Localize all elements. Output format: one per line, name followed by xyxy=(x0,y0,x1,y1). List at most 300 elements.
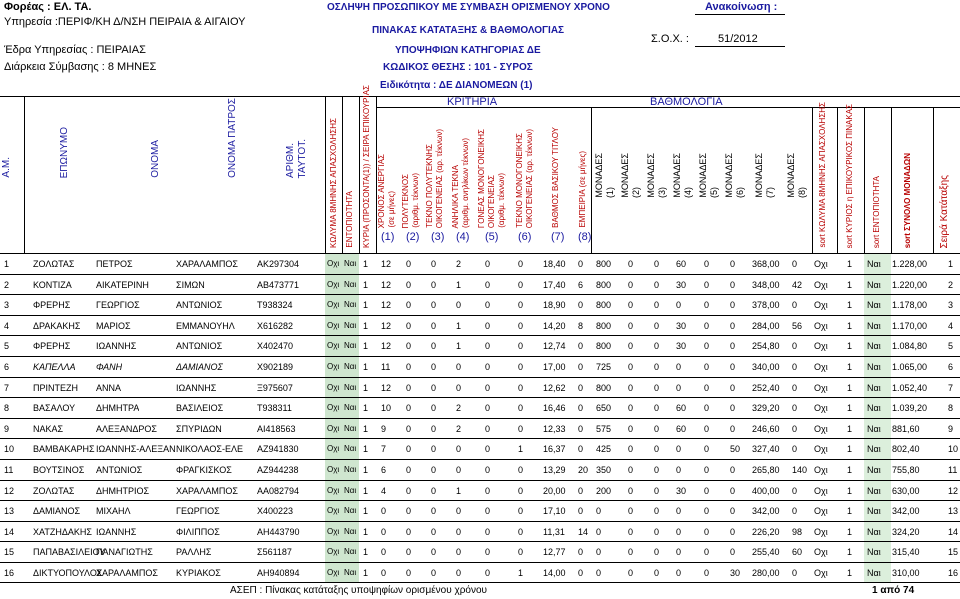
cell-am: 14 xyxy=(4,526,15,537)
cell-m7: 340,00 xyxy=(752,362,780,372)
cell-ep: ΦΡΕΡΗΣ xyxy=(33,341,71,352)
cell-c5: 0 xyxy=(485,403,491,414)
table-row xyxy=(0,459,960,480)
cell-c5: 0 xyxy=(485,341,491,352)
cell-c5: 0 xyxy=(485,279,491,290)
cell-kol: Οχι xyxy=(327,547,340,557)
cell-se: Ναι xyxy=(867,485,881,496)
cell-c4: 0 xyxy=(456,568,462,578)
title-line-1: ΟΣΛΗΨΗ ΠΡΟΣΩΠΙΚΟΥ ΜΕ ΣΥΜΒΑΣΗ ΟΡΙΣΜΕΝΟΥ ΧΡΟΝΟ xyxy=(327,2,610,13)
cell-ss: 755,80 xyxy=(892,465,920,475)
cell-id: ΑΑ082794 xyxy=(257,485,300,496)
cell-pat: ΓΕΩΡΓΙΟΣ xyxy=(176,506,220,517)
cell-se: Ναι xyxy=(867,300,881,311)
cell-m6: 0 xyxy=(730,279,736,290)
cell-c2: 0 xyxy=(406,403,412,414)
cell-c7: 13,29 xyxy=(543,465,566,475)
cell-m4: 0 xyxy=(676,382,682,393)
num-6: (6) xyxy=(518,231,532,243)
cell-c5: 0 xyxy=(485,259,491,269)
cell-ent: Ναι xyxy=(344,341,357,351)
cell-ky: 1 xyxy=(363,279,369,290)
cell-c6: 0 xyxy=(518,259,524,269)
col-m3b: (3) xyxy=(657,187,667,198)
cell-sr: 5 xyxy=(948,341,954,352)
cell-sky: 1 xyxy=(847,506,853,517)
cell-m7: 226,20 xyxy=(752,526,780,537)
cell-ss: 1.228,00 xyxy=(892,259,928,269)
cell-m8: 60 xyxy=(792,547,803,558)
cell-m1: 200 xyxy=(596,485,612,496)
cell-kol: Οχι xyxy=(327,444,340,454)
cell-am: 9 xyxy=(4,423,10,434)
cell-m4: 0 xyxy=(676,526,682,537)
cell-ky: 1 xyxy=(363,485,369,496)
col-m7a: ΜΟΝΑΔΕΣ xyxy=(754,153,764,198)
cell-sr: 1 xyxy=(948,259,954,269)
cell-sky: 1 xyxy=(847,300,853,311)
cell-m4: 30 xyxy=(676,320,687,331)
footer-right: 1 από 74 xyxy=(872,585,915,596)
cell-c2: 0 xyxy=(406,362,412,372)
cell-ep: ΝΑΚΑΣ xyxy=(33,423,64,434)
cell-c6: 0 xyxy=(518,526,524,537)
cell-m2: 0 xyxy=(628,341,634,352)
cell-ent: Ναι xyxy=(344,547,357,557)
cell-sr: 4 xyxy=(948,320,954,331)
cell-m4: 0 xyxy=(676,362,682,372)
cell-pat: ΣΙΜΩΝ xyxy=(176,279,205,290)
cell-m5: 0 xyxy=(704,547,710,558)
cell-m6: 0 xyxy=(730,259,736,269)
cell-m2: 0 xyxy=(628,279,634,290)
cell-c8: 0 xyxy=(578,547,584,558)
cell-m7: 368,00 xyxy=(752,259,780,269)
cell-sr: 12 xyxy=(948,485,959,496)
cell-m1: 650 xyxy=(596,403,612,414)
cell-m1: 575 xyxy=(596,423,612,434)
cell-c7: 14,00 xyxy=(543,568,566,578)
cell-pat: ΡΑΛΛΗΣ xyxy=(176,547,212,558)
cell-ss: 342,00 xyxy=(892,506,920,517)
cell-sky: 1 xyxy=(847,526,853,537)
cell-ss: 1.065,00 xyxy=(892,362,928,372)
col-crit6b: ΟΙΚΟΓΕΝΕΙΑΣ (αρ. τέκνων) xyxy=(525,128,534,228)
cell-c6: 0 xyxy=(518,506,524,517)
cell-on: ΑΝΝΑ xyxy=(96,382,122,393)
cell-m1: 725 xyxy=(596,362,612,372)
cell-sky: 1 xyxy=(847,465,853,475)
cell-c7: 14,20 xyxy=(543,320,566,331)
cell-m3: 0 xyxy=(654,300,660,311)
cell-on: ΔΗΜΗΤΡΙΟΣ xyxy=(96,485,150,496)
cell-am: 7 xyxy=(4,382,10,393)
cell-m7: 348,00 xyxy=(752,279,780,290)
cell-m6: 0 xyxy=(730,362,736,372)
cell-kol: Οχι xyxy=(327,465,340,474)
num-3: (3) xyxy=(431,231,445,243)
cell-kol: Οχι xyxy=(327,526,340,536)
cell-id: ΑΙ418563 xyxy=(257,423,296,434)
cell-kol: Οχι xyxy=(327,403,340,413)
cell-ss: 310,00 xyxy=(892,568,920,578)
col-crit5b: ΟΙΚΟΓΕΝΕΙΑΣ xyxy=(487,174,496,228)
cell-c5: 0 xyxy=(485,547,491,558)
cell-c8: 0 xyxy=(578,403,584,414)
cell-se: Ναι xyxy=(867,547,881,558)
cell-sky: 1 xyxy=(847,362,853,372)
cell-m5: 0 xyxy=(704,403,710,414)
cell-c3: 0 xyxy=(431,382,437,393)
cell-m6: 0 xyxy=(730,485,736,496)
cell-m2: 0 xyxy=(628,259,634,269)
cell-ky: 1 xyxy=(363,362,369,372)
cell-c7: 16,46 xyxy=(543,403,566,414)
cell-se: Ναι xyxy=(867,403,881,414)
cell-c7: 12,74 xyxy=(543,341,566,352)
col-m7b: (7) xyxy=(765,187,775,198)
cell-id: Χ402470 xyxy=(257,341,294,352)
cell-sr: 6 xyxy=(948,362,954,372)
cell-c5: 0 xyxy=(485,568,491,578)
cell-m8: 140 xyxy=(792,465,808,475)
col-crit5c: (αριθμ. τέκνων) xyxy=(497,173,506,228)
cell-c8: 0 xyxy=(578,362,584,372)
kritiria-heading: ΚΡΙΤΗΡΙΑ xyxy=(447,96,498,108)
col-crit2a: ΠΟΛΥΤΕΚΝΟΣ xyxy=(401,173,410,228)
cell-m2: 0 xyxy=(628,526,634,537)
cell-c6: 1 xyxy=(518,568,524,578)
cell-m4: 0 xyxy=(676,444,682,455)
cell-c6: 1 xyxy=(518,444,524,455)
cell-ss: 315,40 xyxy=(892,547,920,558)
cell-m3: 0 xyxy=(654,341,660,352)
cell-se: Ναι xyxy=(867,279,881,290)
cell-m3: 0 xyxy=(654,320,660,331)
cell-id: Χ616282 xyxy=(257,320,294,331)
title-line-5: Ειδικότητα : ΔΕ ΔΙΑΝΟΜΕΩΝ (1) xyxy=(380,80,533,91)
cell-m5: 0 xyxy=(704,485,710,496)
cell-sr: 13 xyxy=(948,506,959,517)
cell-ss: 324,20 xyxy=(892,526,920,537)
footer-left: ΑΣΕΠ : Πίνακας κατάταξης υποψηφίων ορισμένου χρόνου xyxy=(230,585,488,596)
cell-m5: 0 xyxy=(704,526,710,537)
cell-ss: 1.178,00 xyxy=(892,300,928,311)
cell-ss: 1.170,00 xyxy=(892,320,928,331)
cell-c1: 0 xyxy=(381,547,387,558)
cell-m8: 0 xyxy=(792,444,798,455)
cell-c8: 0 xyxy=(578,444,584,455)
cell-on: ΓΕΩΡΓΙΟΣ xyxy=(96,300,140,311)
cell-ky: 1 xyxy=(363,403,369,414)
cell-id: ΑΗ443790 xyxy=(257,526,300,537)
cell-ky: 1 xyxy=(363,465,369,475)
cell-am: 11 xyxy=(4,465,14,475)
cell-sky: 1 xyxy=(847,259,853,269)
col-m5b: (5) xyxy=(709,187,719,198)
cell-sky: 1 xyxy=(847,444,853,455)
cell-id: ΑΖ944238 xyxy=(257,465,299,475)
cell-m7: 400,00 xyxy=(752,485,780,496)
cell-m4: 0 xyxy=(676,547,682,558)
cell-c8: 0 xyxy=(578,382,584,393)
cell-m5: 0 xyxy=(704,341,710,352)
cell-on: ΙΩΑΝΝΗΣ xyxy=(96,341,137,352)
cell-c1: 0 xyxy=(381,526,387,537)
cell-m7: 265,80 xyxy=(752,465,780,475)
cell-kol: Οχι xyxy=(327,485,340,495)
cell-m2: 0 xyxy=(628,403,634,414)
cell-on: ΑΝΤΩΝΙΟΣ xyxy=(96,465,143,475)
edra-label: Έδρα Υπηρεσίας : ΠΕΙΡΑΙΑΣ xyxy=(4,44,146,56)
cell-c3: 0 xyxy=(431,526,437,537)
cell-ent: Ναι xyxy=(344,403,357,413)
cell-m7: 252,40 xyxy=(752,382,780,393)
col-am: Α.Μ. xyxy=(1,157,12,178)
cell-kol: Οχι xyxy=(327,568,340,577)
cell-ent: Ναι xyxy=(344,362,357,371)
cell-on: ΑΙΚΑΤΕΡΙΝΗ xyxy=(96,279,149,290)
cell-c4: 0 xyxy=(456,444,462,455)
col-m6a: ΜΟΝΑΔΕΣ xyxy=(724,153,734,198)
cell-on: ΜΑΡΙΟΣ xyxy=(96,320,131,331)
cell-ky: 1 xyxy=(363,320,369,331)
ypiresia-label: Υπηρεσία :ΠΕΡΙΦ/ΚΗ Δ/ΝΣΗ ΠΕΙΡΑΙΑ & ΑΙΓΑΙΟΥ xyxy=(4,16,246,28)
cell-c2: 0 xyxy=(406,506,412,517)
cell-c4: 2 xyxy=(456,259,462,269)
cell-sk: Οχι xyxy=(814,444,828,455)
cell-ss: 802,40 xyxy=(892,444,920,455)
cell-c2: 0 xyxy=(406,465,412,475)
cell-sk: Οχι xyxy=(814,526,828,537)
col-entopiotita: ΕΝΤΟΠΙΟΤΗΤΑ xyxy=(345,191,354,248)
col-crit7: ΒΑΘΜΟΣ ΒΑΣΙΚΟΥ ΤΙΤΛΟΥ xyxy=(551,127,560,228)
cell-c2: 0 xyxy=(406,279,412,290)
cell-on: ΙΩΑΝΝΗΣ xyxy=(96,526,137,537)
cell-m1: 0 xyxy=(596,547,602,558)
col-crit4a: ΑΝΗΛΙΚΑ ΤΕΚΝΑ xyxy=(451,164,460,228)
cell-c3: 0 xyxy=(431,465,437,475)
cell-id: Τ938311 xyxy=(257,403,292,414)
cell-pat: ΕΜΜΑΝΟΥΗΛ xyxy=(176,320,235,331)
table-row xyxy=(0,418,960,439)
cell-m7: 342,00 xyxy=(752,506,780,517)
cell-c5: 0 xyxy=(485,300,491,311)
cell-m5: 0 xyxy=(704,465,710,475)
cell-c8: 0 xyxy=(578,300,584,311)
cell-c4: 0 xyxy=(456,362,462,372)
cell-ky: 1 xyxy=(363,506,369,517)
cell-se: Ναι xyxy=(867,506,881,517)
cell-sk: Οχι xyxy=(814,547,828,558)
num-1: (1) xyxy=(381,231,395,243)
cell-sk: Οχι xyxy=(814,300,828,311)
cell-m5: 0 xyxy=(704,568,710,578)
cell-ky: 1 xyxy=(363,568,369,578)
col-m3a: ΜΟΝΑΔΕΣ xyxy=(646,153,656,198)
cell-c4: 0 xyxy=(456,382,462,393)
col-crit2b: (αριθμ. τέκνων) xyxy=(411,173,420,228)
cell-m1: 800 xyxy=(596,382,612,393)
cell-m4: 0 xyxy=(676,568,682,578)
cell-c7: 12,33 xyxy=(543,423,566,434)
cell-sr: 11 xyxy=(948,465,958,475)
cell-c1: 6 xyxy=(381,465,387,475)
cell-ep: ΔΑΜΙΑΝΟΣ xyxy=(33,506,81,517)
cell-m5: 0 xyxy=(704,279,710,290)
cell-c5: 0 xyxy=(485,362,491,372)
cell-c7: 17,40 xyxy=(543,279,566,290)
cell-c6: 0 xyxy=(518,300,524,311)
cell-ep: ΠΑΠΑΒΑΣΙΛΕΙΟΥ xyxy=(33,547,106,558)
cell-m5: 0 xyxy=(704,382,710,393)
cell-m3: 0 xyxy=(654,382,660,393)
cell-m1: 800 xyxy=(596,341,612,352)
table-row xyxy=(0,294,960,315)
cell-am: 1 xyxy=(4,259,10,269)
title-line-4: ΚΩΔΙΚΟΣ ΘΕΣΗΣ : 101 - ΣΥΡΟΣ xyxy=(383,62,533,73)
cell-ent: Ναι xyxy=(344,320,357,330)
cell-m4: 60 xyxy=(676,423,687,434)
cell-sk: Οχι xyxy=(814,279,828,290)
cell-sk: Οχι xyxy=(814,382,828,393)
cell-ep: ΒΑΜΒΑΚΑΡΗΣ xyxy=(33,444,95,455)
cell-c8: 20 xyxy=(578,465,589,475)
cell-se: Ναι xyxy=(867,444,881,455)
cell-sr: 8 xyxy=(948,403,954,414)
table-row xyxy=(0,541,960,562)
cell-m6: 0 xyxy=(730,547,736,558)
table-row xyxy=(0,335,960,356)
cell-m8: 0 xyxy=(792,485,798,496)
cell-m8: 0 xyxy=(792,259,798,269)
col-crit4b: (αριθμ. ανηλίκων τέκνων) xyxy=(461,138,470,228)
cell-m4: 0 xyxy=(676,465,682,475)
cell-ep: ΚΟΝΤΙΖΑ xyxy=(33,279,72,290)
cell-c8: 6 xyxy=(578,279,584,290)
cell-kol: Οχι xyxy=(327,423,340,433)
cell-am: 5 xyxy=(4,341,10,352)
cell-m8: 0 xyxy=(792,506,798,517)
cell-c3: 0 xyxy=(431,300,437,311)
cell-m2: 0 xyxy=(628,485,634,496)
cell-c2: 0 xyxy=(406,444,412,455)
cell-pat: ΔΑΜΙΑΝΟΣ xyxy=(176,362,223,372)
cell-pat: ΑΝΤΩΝΙΟΣ xyxy=(176,341,223,352)
cell-m3: 0 xyxy=(654,279,660,290)
cell-m6: 0 xyxy=(730,341,736,352)
cell-c6: 0 xyxy=(518,382,524,393)
sox-number: 51/2012 xyxy=(718,33,758,45)
cell-ent: Ναι xyxy=(344,485,357,495)
cell-am: 16 xyxy=(4,568,15,578)
cell-c1: 4 xyxy=(381,485,387,496)
col-eponymo: ΕΠΩΝΥΜΟ xyxy=(59,126,70,178)
cell-pat: ΑΝΤΩΝΙΟΣ xyxy=(176,300,223,311)
col-m1a: ΜΟΝΑΔΕΣ xyxy=(594,153,604,198)
cell-on: ΠΕΤΡΟΣ xyxy=(96,259,133,269)
cell-c3: 0 xyxy=(431,279,437,290)
cell-c1: 10 xyxy=(381,403,392,414)
cell-c1: 12 xyxy=(381,300,392,311)
table-row xyxy=(0,253,960,274)
vathmologia-heading: ΒΑΘΜΟΛΟΓΙΑ xyxy=(650,96,723,108)
cell-c6: 0 xyxy=(518,320,524,331)
col-m2a: ΜΟΝΑΔΕΣ xyxy=(620,153,630,198)
cell-m3: 0 xyxy=(654,485,660,496)
cell-ky: 1 xyxy=(363,341,369,352)
cell-c4: 0 xyxy=(456,465,462,475)
cell-m4: 30 xyxy=(676,341,687,352)
col-m1b: (1) xyxy=(605,187,615,198)
cell-c7: 18,40 xyxy=(543,259,566,269)
cell-c3: 0 xyxy=(431,341,437,352)
cell-m1: 800 xyxy=(596,279,612,290)
cell-m5: 0 xyxy=(704,300,710,311)
cell-se: Ναι xyxy=(867,423,881,434)
col-m8a: ΜΟΝΑΔΕΣ xyxy=(786,153,796,198)
cell-pat: ΧΑΡΑΛΑΜΠΟΣ xyxy=(176,259,238,269)
table-row xyxy=(0,274,960,295)
cell-m6: 0 xyxy=(730,300,736,311)
table-row xyxy=(0,438,960,459)
cell-se: Ναι xyxy=(867,259,881,269)
cell-m8: 0 xyxy=(792,341,798,352)
cell-on: ΜΙΧΑΗΛ xyxy=(96,506,131,517)
cell-id: Τ938324 xyxy=(257,300,293,311)
cell-c3: 0 xyxy=(431,568,437,578)
cell-c4: 0 xyxy=(456,547,462,558)
cell-m3: 0 xyxy=(654,362,660,372)
cell-pat: ΦΡΑΓΚΙΣΚΟΣ xyxy=(176,465,232,475)
cell-am: 10 xyxy=(4,444,15,455)
cell-m6: 0 xyxy=(730,403,736,414)
cell-sk: Οχι xyxy=(814,320,828,331)
cell-ent: Ναι xyxy=(344,382,357,392)
title-line-2: ΠΙΝΑΚΑΣ ΚΑΤΑΤΑΞΗΣ & ΒΑΘΜΟΛΟΓΙΑΣ xyxy=(372,25,565,36)
col-sort-kolyma: sort ΚΩΛΥΜΑ 8ΜΗΝΗΣ ΑΠΑΣΧΟΛΗΣΗΣ xyxy=(818,102,827,248)
cell-c3: 0 xyxy=(431,423,437,434)
cell-kol: Οχι xyxy=(327,300,340,310)
cell-c2: 0 xyxy=(406,259,412,269)
col-seira: Σειρά Κατάταξης xyxy=(939,174,950,248)
cell-c8: 14 xyxy=(578,526,589,537)
cell-m6: 0 xyxy=(730,506,736,517)
cell-m8: 0 xyxy=(792,568,798,578)
cell-c6: 0 xyxy=(518,547,524,558)
cell-id: Χ902189 xyxy=(257,362,294,372)
cell-m5: 0 xyxy=(704,259,710,269)
cell-id: Ξ975607 xyxy=(257,382,293,393)
cell-ss: 1.084,80 xyxy=(892,341,928,352)
col-sort-entop: sort ΕΝΤΟΠΙΟΤΗΤΑ xyxy=(872,175,881,248)
cell-m6: 0 xyxy=(730,382,736,393)
anakoinosi-label: Ανακοίνωση : xyxy=(705,1,778,13)
cell-sr: 7 xyxy=(948,382,954,393)
col-taut1: ΑΡΙΘΜ. xyxy=(285,142,296,178)
cell-m3: 0 xyxy=(654,526,660,537)
cell-sr: 16 xyxy=(948,568,959,578)
cell-c3: 0 xyxy=(431,320,437,331)
cell-c3: 0 xyxy=(431,362,437,372)
cell-ky: 1 xyxy=(363,526,369,537)
cell-m7: 254,80 xyxy=(752,341,780,352)
cell-c4: 0 xyxy=(456,300,462,311)
col-crit3b: ΟΙΚΟΓΕΝΕΙΑΣ (αρ. τέκνων) xyxy=(435,128,444,228)
cell-c2: 0 xyxy=(406,382,412,393)
col-taut2: ΤΑΥΤΟΤ. xyxy=(297,138,308,178)
cell-pat: ΦΙΛΙΠΠΟΣ xyxy=(176,526,220,537)
